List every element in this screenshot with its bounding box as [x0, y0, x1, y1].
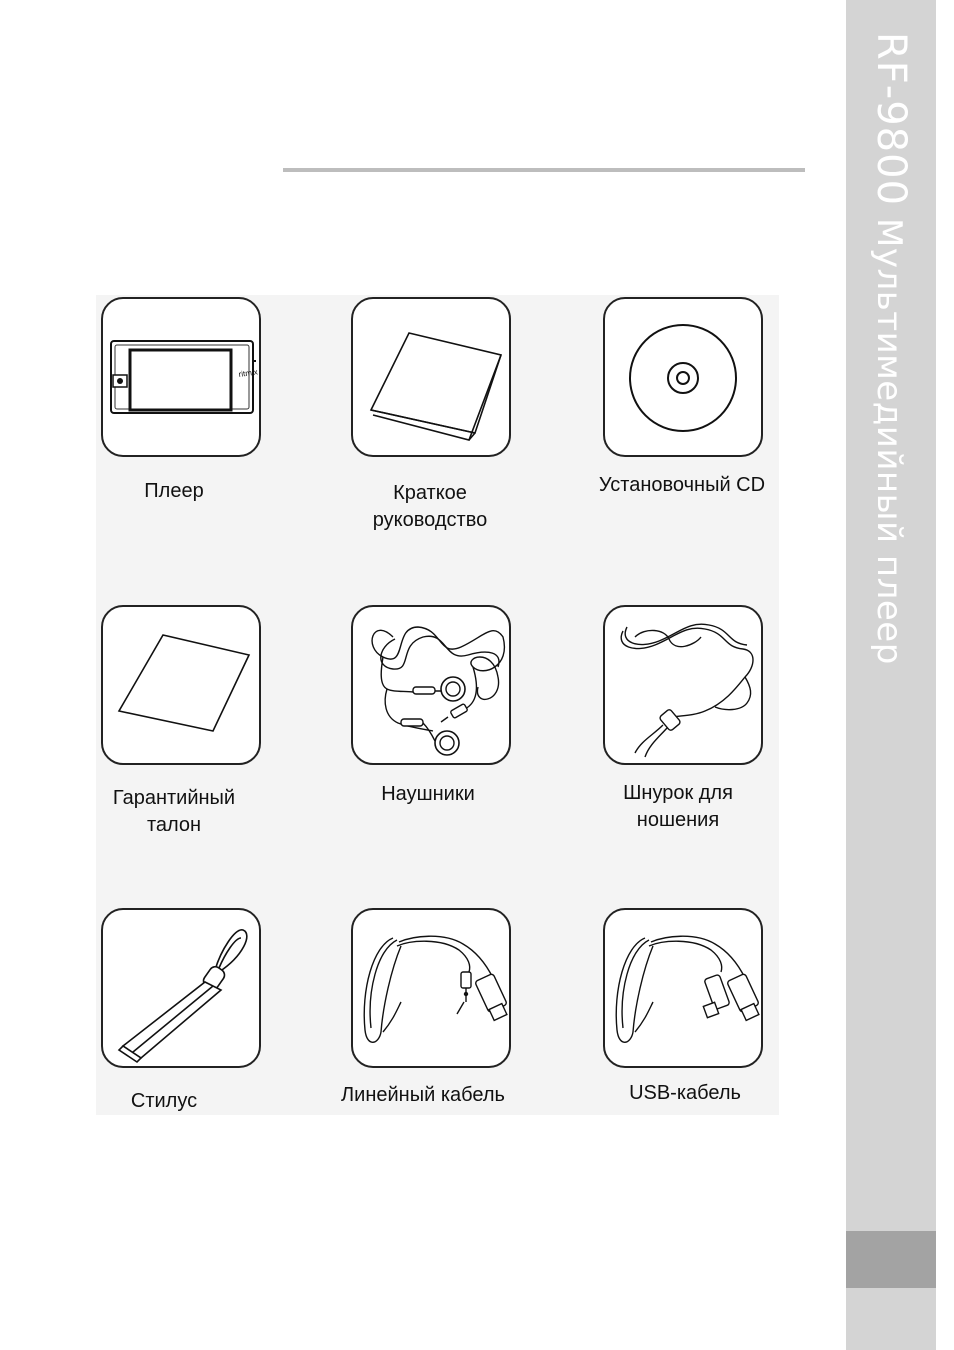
warranty-card-icon: [103, 607, 259, 763]
cd-tile: [603, 297, 763, 457]
svg-text:ritmix: ritmix: [238, 367, 259, 379]
section-rule: [283, 168, 805, 172]
lanyard-icon: [605, 607, 761, 763]
booklet-tile: [351, 297, 511, 457]
stylus-icon: [103, 910, 259, 1066]
line-cable-tile: [351, 908, 511, 1068]
item-label: USB-кабель: [629, 1082, 741, 1104]
item-label: Краткое руководство: [372, 482, 488, 531]
item-label: Плеер: [144, 480, 204, 502]
side-tab-page-marker: [846, 1231, 936, 1288]
item-label: Наушники: [381, 783, 475, 805]
item-label: Установочный CD: [598, 474, 766, 496]
item-label: Линейный кабель: [341, 1084, 505, 1106]
player-icon: [103, 299, 259, 455]
earphones-tile: [351, 605, 511, 765]
cd-icon: [605, 299, 761, 455]
usb-cable-tile: [603, 908, 763, 1068]
line-cable-icon: [353, 910, 509, 1066]
product-title: Мультимедийный плеер: [869, 218, 909, 665]
item-label: Шнурок для ношения: [623, 782, 733, 831]
item-label: Гарантийный талон: [112, 787, 236, 836]
warranty-card-tile: [101, 605, 261, 765]
item-label: Стилус: [130, 1090, 198, 1112]
usb-cable-icon: [605, 910, 761, 1066]
model-name: RF-9800: [868, 32, 914, 207]
earphones-icon: [353, 607, 509, 763]
side-title: [868, 32, 914, 665]
booklet-icon: [353, 299, 509, 455]
player-tile: [101, 297, 261, 457]
lanyard-tile: [603, 605, 763, 765]
stylus-tile: [101, 908, 261, 1068]
